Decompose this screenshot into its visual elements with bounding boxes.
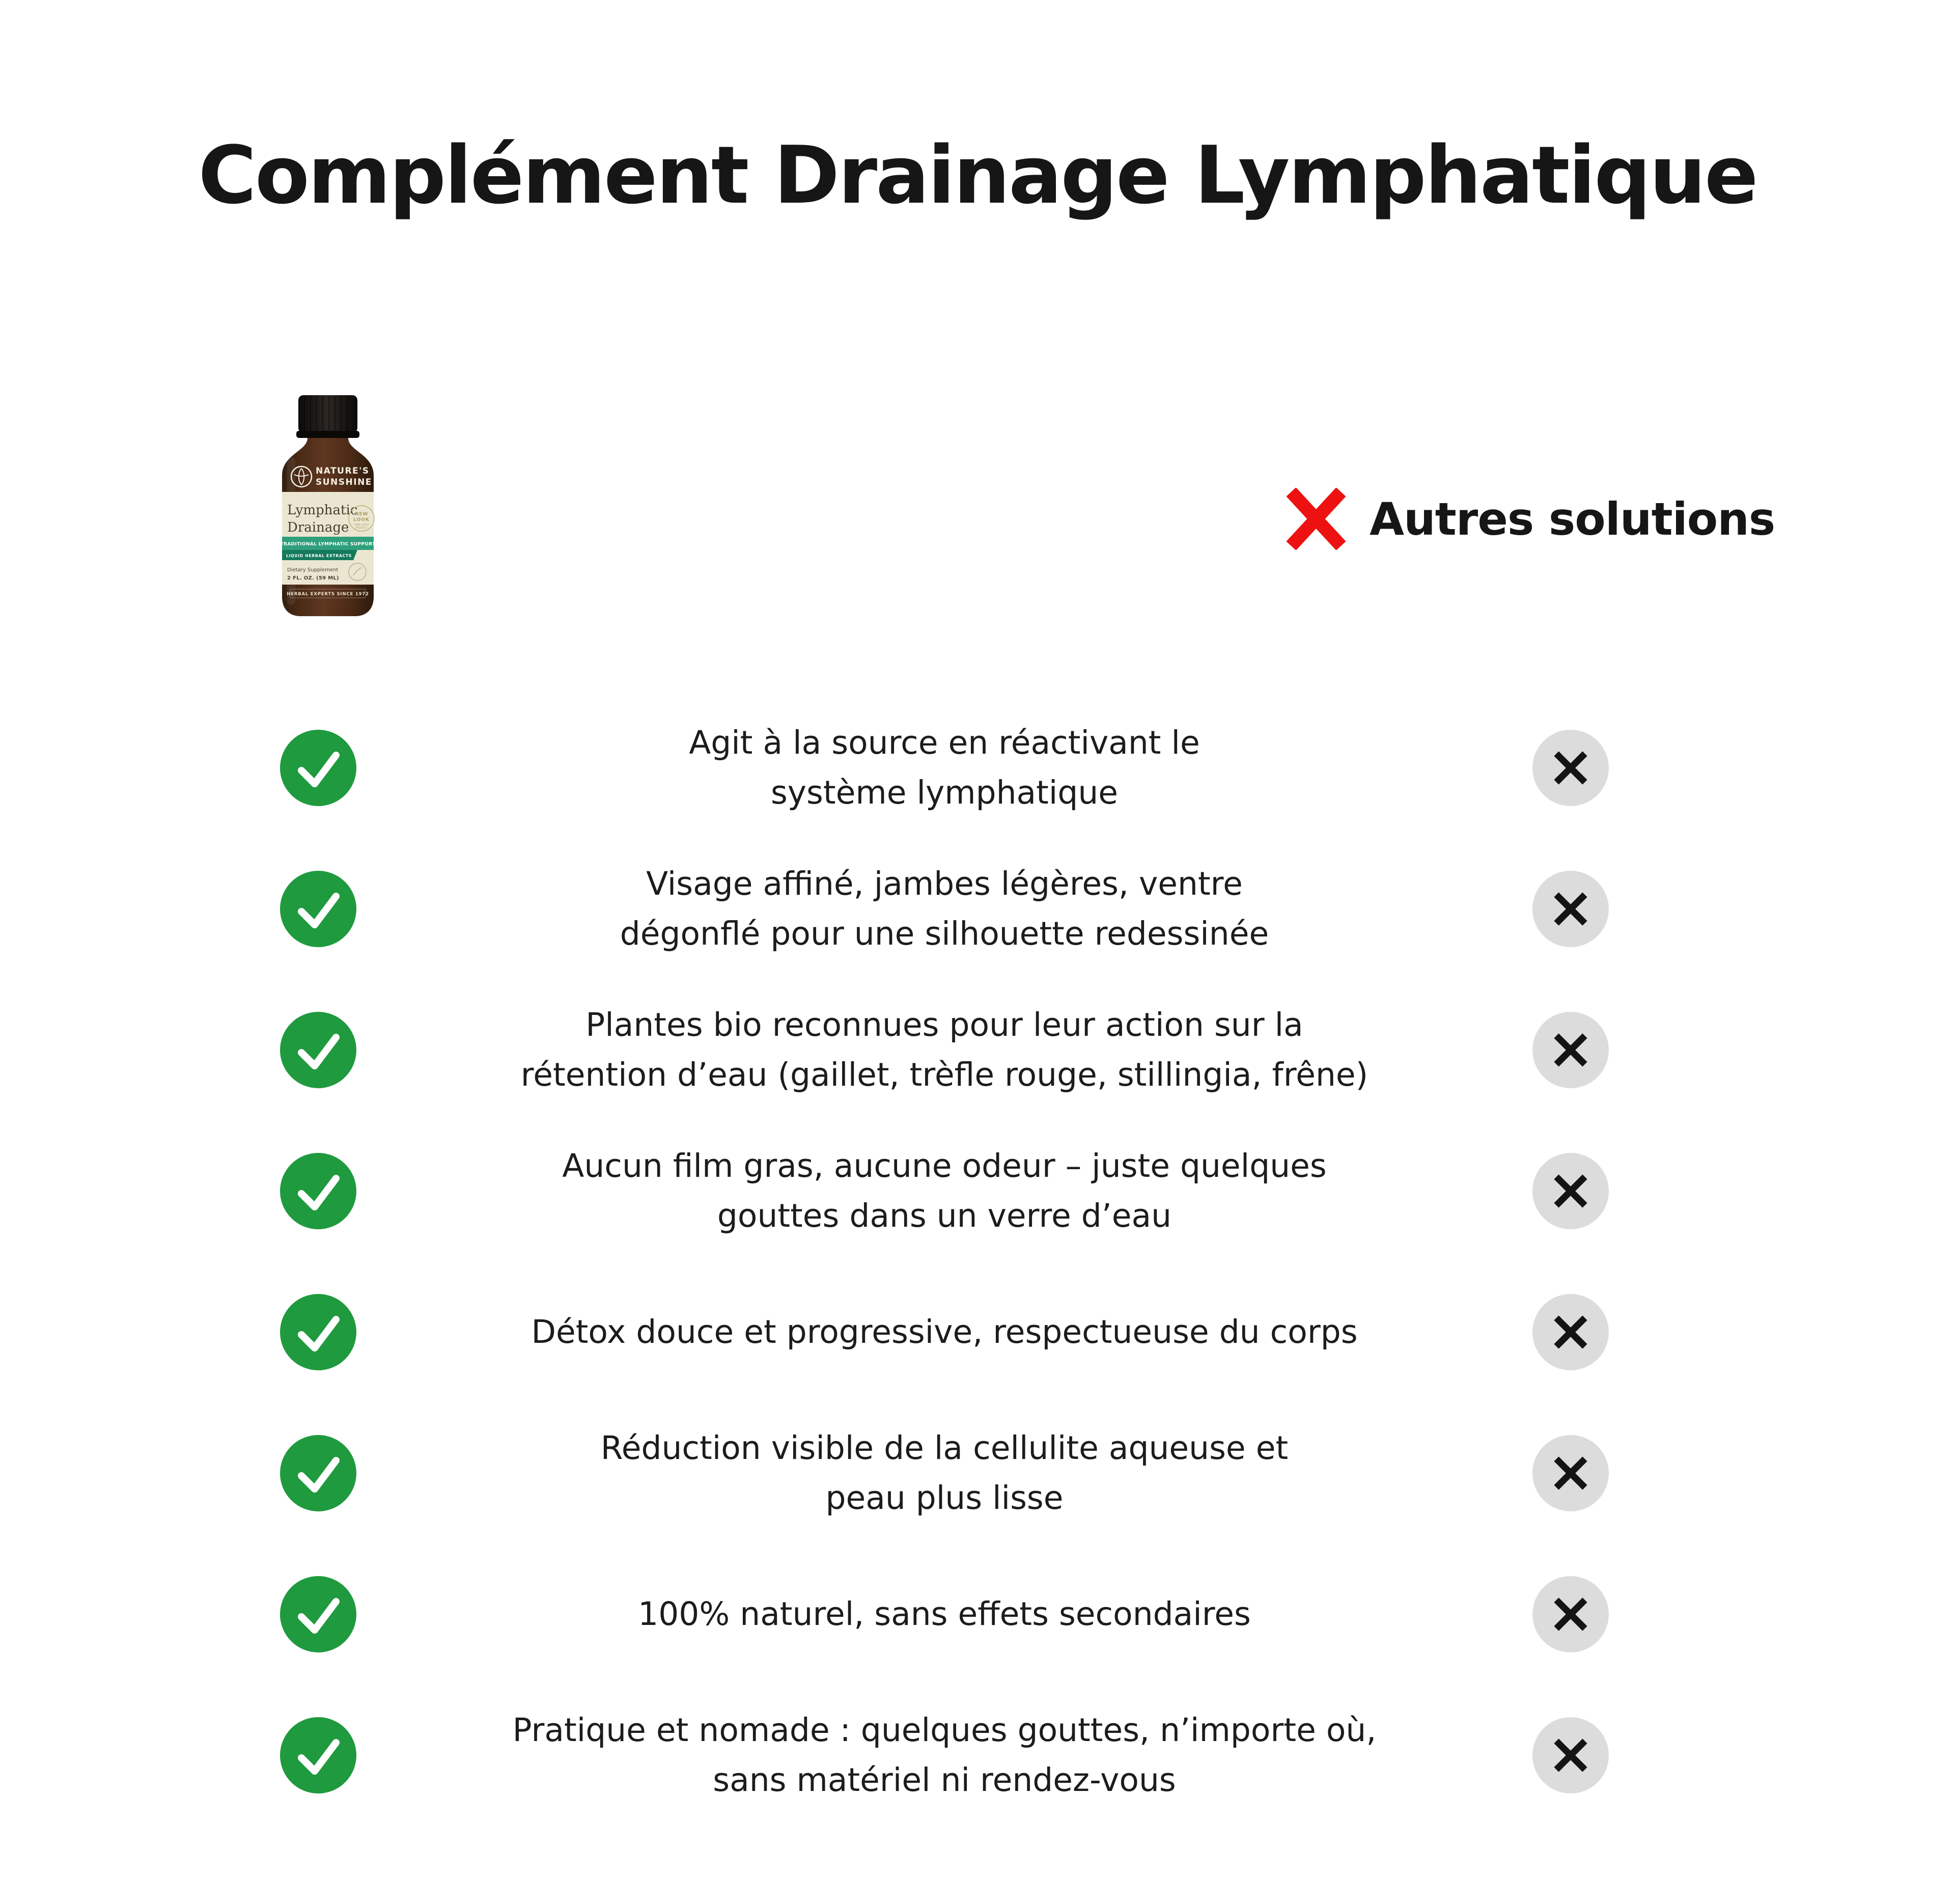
- benefit-line: système lymphatique: [770, 774, 1119, 811]
- benefit-line: Visage affiné, jambes légères, ventre: [646, 865, 1243, 902]
- comparison-row: [0, 1120, 1955, 1261]
- benefit-line: Plantes bio reconnues pour leur action sur la: [585, 1006, 1303, 1043]
- cross-icon: [1532, 1576, 1609, 1652]
- badge-text-sub2: PRODUCT: [355, 527, 368, 530]
- badge-text-sub1: SAME GREAT: [354, 524, 369, 527]
- red-x-icon: [1286, 488, 1346, 550]
- benefit-text: [356, 1000, 1532, 1100]
- banner-secondary-text: LIQUID HERBAL EXTRACTS: [286, 554, 352, 558]
- benefit-line: Pratique et nomade : quelques gouttes, n’importe où,: [512, 1711, 1377, 1749]
- benefit-line: gouttes dans un verre d’eau: [717, 1197, 1172, 1234]
- cross-icon: [1532, 1717, 1609, 1793]
- comparison-row: [0, 1402, 1955, 1543]
- volume-text: 2 FL. OZ. (59 ML): [287, 575, 339, 581]
- comparison-row: [0, 1543, 1955, 1685]
- comparison-rows: [0, 697, 1955, 1826]
- check-icon: [280, 1717, 356, 1793]
- benefit-line: dégonflé pour une silhouette redessinée: [620, 915, 1269, 952]
- check-icon: [280, 1153, 356, 1229]
- supplement-type-text: Dietary Supplement: [287, 567, 339, 573]
- benefit-line: rétention d’eau (gaillet, trèfle rouge, stillingia, frêne): [520, 1056, 1368, 1093]
- product-name-line2: Drainage: [287, 520, 349, 535]
- cross-icon: [1532, 730, 1609, 806]
- benefit-text: [356, 1423, 1532, 1523]
- check-icon: [280, 730, 356, 806]
- benefit-text: [356, 718, 1532, 818]
- competitor-header-label: Autres solutions: [1370, 492, 1775, 545]
- brand-name-line2: SUNSHINE: [316, 477, 372, 487]
- check-icon: [280, 1294, 356, 1370]
- cross-icon: [1532, 1435, 1609, 1511]
- cross-icon: [1532, 1153, 1609, 1229]
- comparison-row: [0, 697, 1955, 838]
- check-icon: [280, 871, 356, 947]
- comparison-row: [0, 1261, 1955, 1402]
- comparison-row: [0, 838, 1955, 979]
- bottle-footer-text: HERBAL EXPERTS SINCE 1972: [287, 592, 369, 597]
- check-icon: [280, 1012, 356, 1088]
- benefit-line: Réduction visible de la cellulite aqueuse et: [600, 1429, 1289, 1467]
- comparison-row: [0, 1685, 1955, 1826]
- benefit-line: 100% naturel, sans effets secondaires: [638, 1595, 1251, 1633]
- benefit-text: [356, 1589, 1532, 1639]
- benefit-line: Aucun film gras, aucune odeur – juste quelques: [562, 1147, 1327, 1184]
- product-bottle: [281, 395, 375, 617]
- benefit-text: [356, 859, 1532, 959]
- cross-icon: [1532, 1294, 1609, 1370]
- product-bottle-image: [281, 395, 375, 617]
- cross-icon: [1532, 1012, 1609, 1088]
- benefit-text: [356, 1141, 1532, 1241]
- bottle-cap-graphic: [296, 395, 359, 438]
- page-title: Complément Drainage Lymphatique: [198, 128, 1757, 222]
- cross-icon: [1532, 871, 1609, 947]
- benefit-text: [356, 1705, 1532, 1805]
- benefit-text: [356, 1307, 1532, 1357]
- comparison-row: [0, 979, 1955, 1120]
- competitor-header: [1286, 488, 1775, 550]
- benefit-line: peau plus lisse: [825, 1479, 1064, 1516]
- check-icon: [280, 1576, 356, 1652]
- brand-name-line1: NATURE'S: [316, 466, 370, 476]
- benefit-line: Agit à la source en réactivant le: [689, 724, 1200, 761]
- benefit-line: sans matériel ni rendez-vous: [713, 1761, 1176, 1799]
- badge-text-line1: NEW: [354, 512, 369, 517]
- product-name-line1: Lymphatic: [287, 503, 358, 518]
- banner-primary-text: TRADITIONAL LYMPHATIC SUPPORT: [281, 542, 375, 547]
- benefit-line: Détox douce et progressive, respectueuse du corps: [531, 1313, 1358, 1350]
- badge-text-line2: LOOK: [353, 517, 370, 522]
- check-icon: [280, 1435, 356, 1511]
